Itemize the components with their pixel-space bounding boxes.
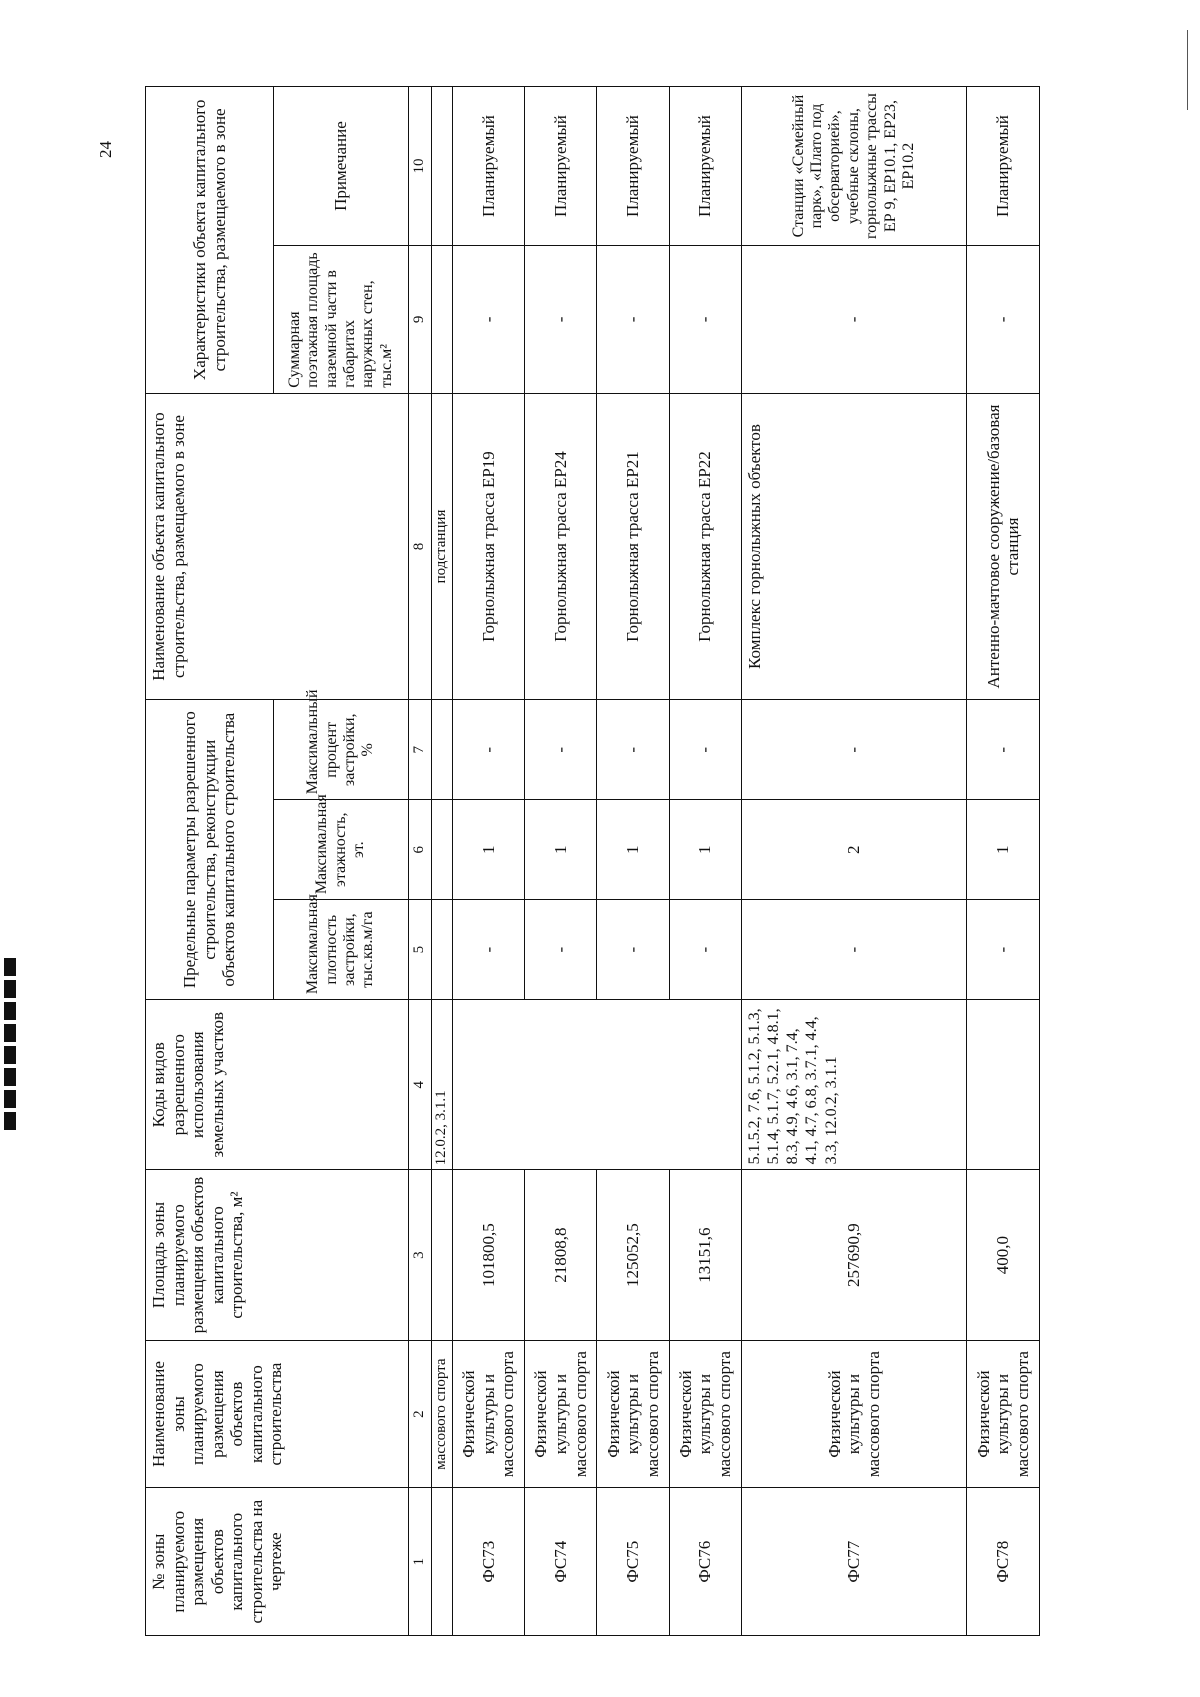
column-number-row bbox=[409, 87, 432, 1636]
cell-zone-area: 13151,6 bbox=[669, 1170, 741, 1340]
cell-zone-name: Физической культуры и массового спорта bbox=[452, 1340, 524, 1488]
table-row bbox=[452, 87, 524, 1636]
cell-zone-number: ФС74 bbox=[525, 1488, 597, 1636]
cell-floor-area: - bbox=[597, 246, 669, 394]
header-floor-area: Суммарная поэтажная площадь наземной части в габаритах наружных стен, тыс.м² bbox=[274, 246, 409, 394]
cell-floor-area: - bbox=[452, 246, 524, 394]
cell-floor-area: - bbox=[967, 246, 1040, 394]
cell-zone-name: Физической культуры и массового спорта bbox=[597, 1340, 669, 1488]
cell-max-percent: - bbox=[597, 700, 669, 800]
header-chars-group: Характеристики объекта капитального строительства, размещаемого в зоне bbox=[146, 87, 274, 394]
cell-note: Планируемый bbox=[525, 87, 597, 246]
cell-max-density: - bbox=[452, 900, 524, 1000]
cell-max-percent: - bbox=[452, 700, 524, 800]
header-note: Примечание bbox=[274, 87, 409, 246]
table-row bbox=[669, 87, 741, 1636]
cell-object-name: Горнолыжная трасса ЕР22 bbox=[669, 393, 741, 700]
cell-zone-area: 21808,8 bbox=[525, 1170, 597, 1340]
cell-note: Планируемый bbox=[597, 87, 669, 246]
cell-zone-name: Физической культуры и массового спорта bbox=[669, 1340, 741, 1488]
cell-zone-area: 125052,5 bbox=[597, 1170, 669, 1340]
cell-zone-name: Физической культуры и массового спорта bbox=[525, 1340, 597, 1488]
continuation-row bbox=[432, 87, 453, 1636]
header-zone-area: Площадь зоны планируемого размещения объектов капитального строительства, м² bbox=[146, 1170, 409, 1340]
header-object-name: Наименование объекта капитального строительства, размещаемого в зоне bbox=[146, 393, 409, 700]
cell-object-name: Горнолыжная трасса ЕР21 bbox=[597, 393, 669, 700]
cell-note: Станции «Семейный парк», «Плато под обсерваторией», учебные склоны, горнолыжные трассы ЕР 9, ЕР10.1, ЕР23, ЕР10.2 bbox=[741, 87, 967, 246]
cell-zone-number: ФС77 bbox=[741, 1488, 967, 1636]
cell-zone-number bbox=[432, 1488, 453, 1636]
cell-max-percent: - bbox=[525, 700, 597, 800]
column-number: 4 bbox=[409, 1000, 432, 1170]
cell-max-floors: 1 bbox=[525, 800, 597, 900]
cell-note bbox=[432, 87, 453, 246]
header-params-group: Предельные параметры разрешенного строительства, реконструкции объектов капитального строительства bbox=[146, 700, 274, 1000]
cell-zone-name: Физической культуры и массового спорта bbox=[967, 1340, 1040, 1488]
cell-zone-number: ФС76 bbox=[669, 1488, 741, 1636]
cell-max-percent bbox=[432, 700, 453, 800]
zones-table bbox=[145, 86, 1040, 1636]
cell-max-density: - bbox=[525, 900, 597, 1000]
column-number: 2 bbox=[409, 1340, 432, 1488]
rotated-table-container bbox=[145, 86, 1040, 1636]
header-zone-number: № зоны планируемого размещения объектов капитального строительства на чертеже bbox=[146, 1488, 409, 1636]
page-number: 24 bbox=[96, 141, 115, 158]
cell-use-codes: 5.1.5.2, 7.6, 5.1.2, 5.1.3, 5.1.4, 5.1.7, 5.2.1, 4.8.1, 8.3, 4.9, 4.6, 3.1, 7.4, 4.1, 4.7, 6.8, 3.7.1, 4.4, 3.3, 12.0.2, 3.1.1 bbox=[741, 1000, 967, 1170]
cell-max-density: - bbox=[741, 900, 967, 1000]
cell-note: Планируемый bbox=[452, 87, 524, 246]
cell-max-percent: - bbox=[669, 700, 741, 800]
cell-zone-area bbox=[432, 1170, 453, 1340]
column-number: 10 bbox=[409, 87, 432, 246]
cell-use-codes: 12.0.2, 3.1.1 bbox=[432, 1000, 453, 1170]
cell-max-floors: 1 bbox=[452, 800, 524, 900]
cell-floor-area bbox=[432, 246, 453, 394]
table-row bbox=[525, 87, 597, 1636]
cell-zone-number: ФС75 bbox=[597, 1488, 669, 1636]
cell-zone-area: 400,0 bbox=[967, 1170, 1040, 1340]
cell-max-density bbox=[432, 900, 453, 1000]
cell-use-codes bbox=[967, 1000, 1040, 1170]
cell-zone-area: 257690,9 bbox=[741, 1170, 967, 1340]
cell-zone-number: ФС73 bbox=[452, 1488, 524, 1636]
cell-use-codes bbox=[452, 1000, 741, 1170]
table-row bbox=[597, 87, 669, 1636]
column-number: 8 bbox=[409, 393, 432, 700]
column-number: 1 bbox=[409, 1488, 432, 1636]
cell-zone-area: 101800,5 bbox=[452, 1170, 524, 1340]
cell-max-floors bbox=[432, 800, 453, 900]
cell-object-name: Горнолыжная трасса ЕР24 bbox=[525, 393, 597, 700]
table-row bbox=[967, 87, 1040, 1636]
header-max-percent: Максимальный процент застройки, % bbox=[274, 700, 409, 800]
cell-max-percent: - bbox=[741, 700, 967, 800]
cell-max-density: - bbox=[967, 900, 1040, 1000]
side-barcode-mark bbox=[3, 570, 17, 1130]
cell-max-percent: - bbox=[967, 700, 1040, 800]
column-number: 5 bbox=[409, 900, 432, 1000]
table-row bbox=[741, 87, 967, 1636]
header-max-density: Максимальная плотность застройки, тыс.кв.м/га bbox=[274, 900, 409, 1000]
cell-object-name: Горнолыжная трасса ЕР19 bbox=[452, 393, 524, 700]
cell-max-floors: 1 bbox=[967, 800, 1040, 900]
cell-max-density: - bbox=[669, 900, 741, 1000]
cell-max-floors: 2 bbox=[741, 800, 967, 900]
cell-zone-number: ФС78 bbox=[967, 1488, 1040, 1636]
cell-object-name: Комплекс горнолыжных объектов bbox=[741, 393, 967, 700]
column-number: 6 bbox=[409, 800, 432, 900]
cell-floor-area: - bbox=[525, 246, 597, 394]
margin-rule bbox=[1187, 30, 1188, 110]
cell-max-floors: 1 bbox=[597, 800, 669, 900]
column-number: 3 bbox=[409, 1170, 432, 1340]
column-number: 7 bbox=[409, 700, 432, 800]
cell-floor-area: - bbox=[669, 246, 741, 394]
cell-object-name: Антенно-мачтовое сооружение/базовая станция bbox=[967, 393, 1040, 700]
cell-object-name: подстанция bbox=[432, 393, 453, 700]
cell-note: Планируемый bbox=[669, 87, 741, 246]
cell-zone-name: Физической культуры и массового спорта bbox=[741, 1340, 967, 1488]
cell-zone-name: массового спорта bbox=[432, 1340, 453, 1488]
column-number: 9 bbox=[409, 246, 432, 394]
header-use-codes: Коды видов разрешенного использования земельных участков bbox=[146, 1000, 409, 1170]
header-max-floors: Максимальная этажность, эт. bbox=[274, 800, 409, 900]
cell-floor-area: - bbox=[741, 246, 967, 394]
cell-max-density: - bbox=[597, 900, 669, 1000]
cell-note: Планируемый bbox=[967, 87, 1040, 246]
cell-max-floors: 1 bbox=[669, 800, 741, 900]
header-zone-name: Наименование зоны планируемого размещения объектов капитального строительства bbox=[146, 1340, 409, 1488]
